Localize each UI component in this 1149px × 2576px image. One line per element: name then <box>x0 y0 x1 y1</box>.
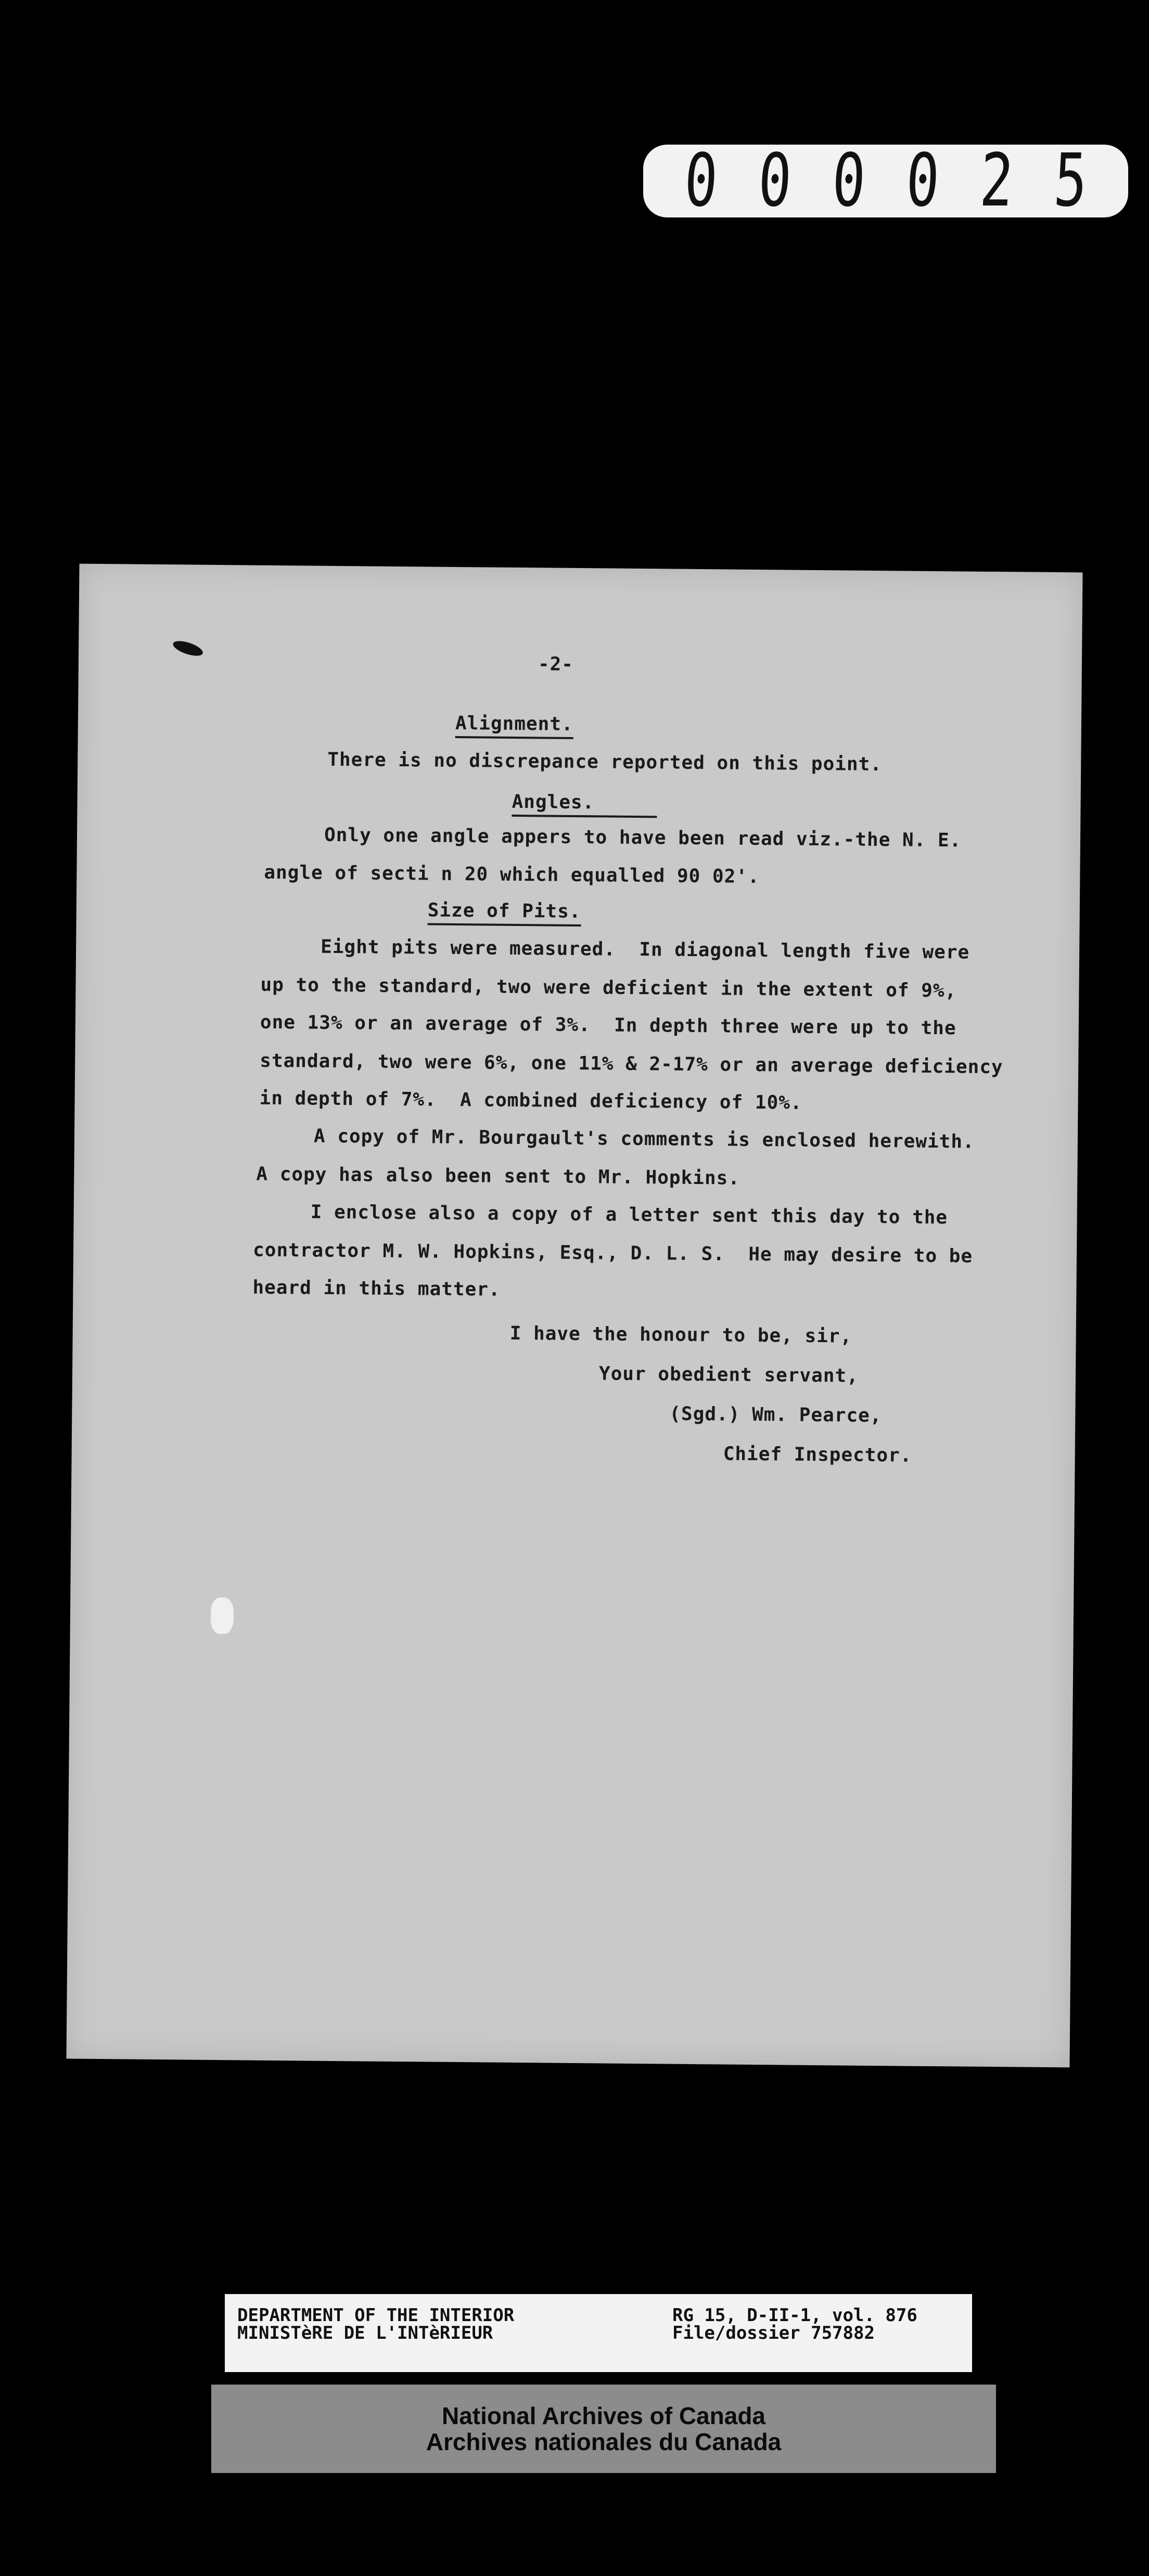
closing-line: Your obedient servant, <box>598 1363 859 1387</box>
frame-digit: 0 <box>830 138 867 223</box>
record-group-reference: RG 15, D-II-1, vol. 876 <box>672 2305 917 2326</box>
frame-number-plate <box>643 138 1128 223</box>
body-line: A copy of Mr. Bourgault's comments is enclosed herewith. <box>313 1125 975 1153</box>
archives-name-french: Archives nationales du Canada <box>426 2428 782 2455</box>
body-line: Only one angle appers to have been read viz.-the N. E. <box>324 824 962 852</box>
body-line: heard in this matter. <box>252 1277 501 1300</box>
body-line: I enclose also a copy of a letter sent this day to the <box>310 1201 948 1229</box>
frame-digit: 0 <box>904 138 941 223</box>
paper-smudge <box>211 1598 234 1634</box>
archives-name-english: National Archives of Canada <box>441 2402 765 2429</box>
body-line: contractor M. W. Hopkins, Esq., D. L. S. He may desire to be <box>252 1239 973 1267</box>
body-line: up to the standard, two were deficient in the extent of 9%, <box>260 974 957 1002</box>
signature-title: Chief Inspector. <box>723 1443 912 1466</box>
national-archives-banner <box>211 2385 996 2473</box>
heading-alignment: Alignment. <box>455 713 573 739</box>
ink-blot <box>171 638 205 659</box>
body-line: angle of secti n 20 which equalled 90 02'. <box>264 861 760 888</box>
heading-size-of-pits: Size of Pits. <box>428 900 581 927</box>
closing-line: I have the honour to be, sir, <box>509 1322 852 1347</box>
signature-name: (Sgd.) Wm. Pearce, <box>669 1403 882 1427</box>
file-dossier-number: File/dossier 757882 <box>672 2323 875 2343</box>
frame-digit: 2 <box>978 138 1015 223</box>
page-number: -2- <box>538 653 574 675</box>
body-line: in depth of 7%. A combined deficiency of 10%. <box>259 1087 802 1114</box>
frame-digit: 0 <box>682 138 720 223</box>
body-line: A copy has also been sent to Mr. Hopkins. <box>256 1163 741 1189</box>
heading-angles: Angles. <box>512 791 657 818</box>
department-french: MINISTèRE DE L'INTèRIEUR <box>237 2323 493 2343</box>
body-line: one 13% or an average of 3%. In depth three were up to the <box>260 1011 956 1039</box>
archive-label <box>225 2294 972 2372</box>
body-line: There is no discrepance reported on this point. <box>327 749 883 776</box>
department-english: DEPARTMENT OF THE INTERIOR <box>237 2305 515 2326</box>
letter-page <box>66 564 1082 2068</box>
body-line: standard, two were 6%, one 11% & 2-17% or an average deficiency <box>260 1050 1003 1078</box>
frame-digit: 0 <box>756 138 794 223</box>
body-line: Eight pits were measured. In diagonal length five were <box>320 936 970 963</box>
frame-digit: 5 <box>1052 138 1089 223</box>
